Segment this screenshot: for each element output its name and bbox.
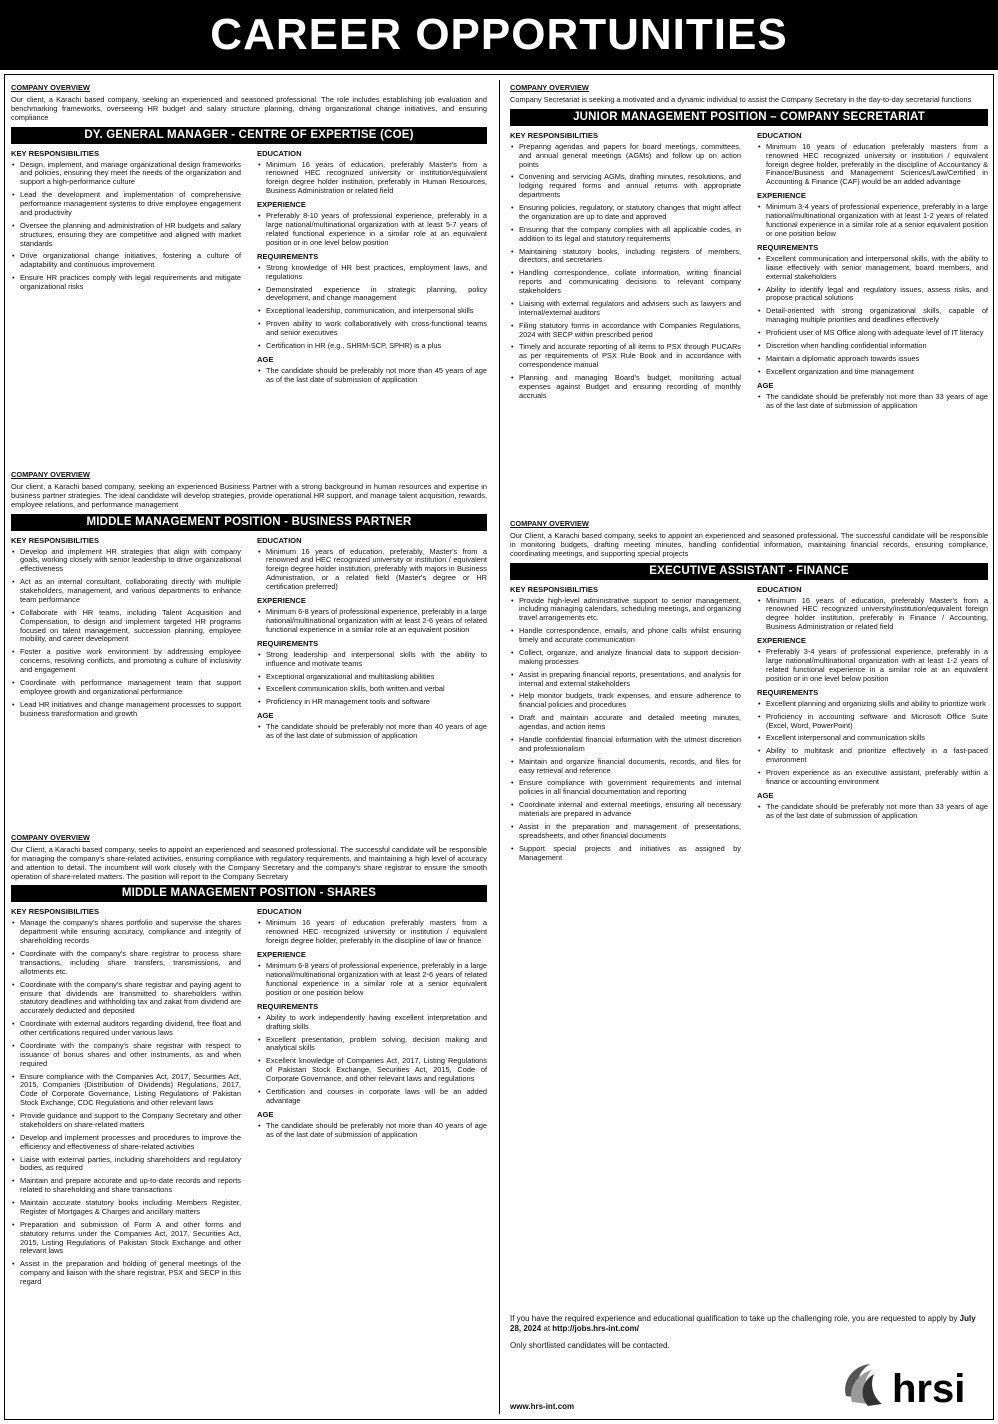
requirement-item: • Certification and courses in corporate laws will be an added advantage xyxy=(257,1088,487,1106)
key-responsibilities-heading: KEY RESPONSIBILITIES xyxy=(510,584,599,594)
responsibility-item: • Ensuring policies, regulatory, or statutory changes that might affect the organization are up to date and approved xyxy=(510,204,741,222)
company-overview-text: Company Secretariat is seeking a motivated and a dynamic individual to assist the Company Secretary in the day-to-day secretarial functions xyxy=(510,94,972,104)
responsibility-list xyxy=(11,161,241,292)
responsibilities-column xyxy=(510,131,741,415)
responsibility-item: • Coordinate internal and external meetings, ensuring all necessary materials are prepared in advance xyxy=(510,801,741,819)
education-heading: EDUCATION xyxy=(757,584,802,594)
age-heading: AGE xyxy=(757,380,774,390)
responsibility-item: • Handling correspondence, collate information, writing financial reports and communicating decisions to relevant company stakeholders xyxy=(510,269,741,296)
responsibility-item: • Maintaining statutory books, including registers of members, directors, and secretaries xyxy=(510,248,741,266)
requirement-list xyxy=(257,1014,487,1106)
requirement-item: • Proven experience as an executive assistant, preferably within a finance or accounting environment xyxy=(757,769,988,787)
job-title-bar: JUNIOR MANAGEMENT POSITION – COMPANY SECRETARIAT xyxy=(510,109,988,126)
requirement-item: • Demonstrated experience in strategic planning, policy development, and change management xyxy=(257,286,487,304)
responsibilities-column xyxy=(11,907,241,1291)
experience-list xyxy=(757,203,988,239)
experience-heading: EXPERIENCE xyxy=(257,200,306,210)
job-title-bar: DY. GENERAL MANAGER - CENTRE OF EXPERTISE (COE) xyxy=(11,127,487,144)
apply-link[interactable]: http://jobs.hrs-int.com/ xyxy=(552,1323,639,1333)
experience-list xyxy=(257,962,487,998)
responsibility-item: • Develop and implement processes and procedures to improve the efficiency and effectiveness of share-related activities xyxy=(11,1134,241,1152)
requirements-heading: REQUIREMENTS xyxy=(757,242,819,252)
requirements-heading: REQUIREMENTS xyxy=(257,638,319,648)
responsibility-item: • Convening and servicing AGMs, drafting minutes, resolutions, and lodging required forms and annual returns with appropriate departments xyxy=(510,173,741,200)
company-overview-heading: COMPANY OVERVIEW xyxy=(11,83,90,92)
responsibility-item: • Maintain and organize financial documents, records, and files for easy retrieval and reference xyxy=(510,758,741,776)
key-responsibilities-heading: KEY RESPONSIBILITIES xyxy=(11,148,100,158)
requirement-item: • Proficient user of MS Office along with adequate level of IT literacy xyxy=(757,329,988,338)
key-responsibilities-heading: KEY RESPONSIBILITIES xyxy=(510,130,599,140)
age-item: • The candidate should be preferably not more than 33 years of age as of the last date of submission of application xyxy=(757,803,988,821)
responsibility-item: • Drive organizational change initiatives, fostering a culture of adaptability and continuous improvement xyxy=(11,252,241,270)
requirements-heading: REQUIREMENTS xyxy=(257,1001,319,1011)
responsibility-item: • Lead HR initiatives and change management processes to support business transformation and growth xyxy=(11,701,241,719)
responsibility-item: • Liaising with external regulators and advisers such as lawyers and internal/external auditors xyxy=(510,300,741,318)
experience-heading: EXPERIENCE xyxy=(757,636,806,646)
responsibility-item: • Preparing agendas and papers for board meetings, committees, and annual general meetings (AGMs) and follow up on action points xyxy=(510,143,741,170)
experience-list xyxy=(757,648,988,684)
age-item: • The candidate should be preferably not more than 33 years of age as of the last date of submission of application xyxy=(757,393,988,411)
experience-list xyxy=(257,212,487,248)
responsibility-list xyxy=(11,548,241,719)
company-overview-heading: COMPANY OVERVIEW xyxy=(510,519,589,528)
logo-text: hrsi xyxy=(892,1367,966,1411)
responsibility-item: • Design, implement, and manage organizational design frameworks and policies, ensuring they meet the needs of the organization and support a high-performance culture xyxy=(11,161,241,188)
responsibility-item: • Support special projects and initiatives as assigned by Management xyxy=(510,845,741,863)
requirement-item: • Ability to identify legal and regulatory issues, assess risks, and propose practical solutions xyxy=(757,286,988,304)
responsibility-item: • Provide high-level administrative support to senior management, including managing calendars, scheduling meetings, and organizing travel arrangements etc. xyxy=(510,597,741,624)
responsibility-item: • Coordinate with the company's share registrar with respect to issuance of bonus shares and other instruments, as and when required xyxy=(11,1042,241,1069)
responsibility-item: • Coordinate with performance management team that support employee growth and organizational performance xyxy=(11,679,241,697)
responsibility-item: • Provide guidance and support to the Company Secretary and other stakeholders on share-related matters xyxy=(11,1112,241,1130)
company-overview-text: Our Client, a Karachi based company, seeks to appoint an experienced and seasoned professional. The successful candidate will be responsible in monitoring budgets, drafting meeting minutes, handling confidential information, maintaining financial records, ensuring compliance, coordinating meetings, and supporting special projects xyxy=(510,530,988,558)
age-heading: AGE xyxy=(257,1109,274,1119)
responsibility-item: • Maintain accurate statutory books including Members Register, Register of Mortgages & Charges and ancillary matters xyxy=(11,1199,241,1217)
requirement-list xyxy=(757,700,988,787)
responsibility-item: • Coordinate with external auditors regarding dividend, free float and other certifications required under various laws xyxy=(11,1020,241,1038)
experience-item: • Minimum 6-8 years of professional experience, preferably in a large national/multinational organization with at least 2-6 years of related functional experience in a similar role at a senior equivalent position or one position below xyxy=(257,962,487,998)
apply-date: July 28, 2024 xyxy=(510,1314,976,1333)
age-heading: AGE xyxy=(257,711,274,721)
responsibility-item: • Act as an internal consultant, collaborating directly with multiple stakeholders, management, and various departments to enhance team performance xyxy=(11,578,241,605)
experience-item: • Minimum 3-4 years of professional experience, preferably in a large national/multinational organization with at least 1-2 years of related functional experience in a similar role at a senior equivalent position or one position below xyxy=(757,203,988,239)
responsibility-item: • Draft and maintain accurate and detailed meeting minutes, agendas, and action items xyxy=(510,714,741,732)
job-business-partner xyxy=(11,471,487,745)
hrsi-logo xyxy=(838,1354,988,1414)
responsibility-item: • Ensuring that the company complies with all applicable codes, in addition to its legal and statutory requirements xyxy=(510,226,741,244)
qualifications-column xyxy=(257,536,487,746)
requirement-list xyxy=(257,264,487,351)
responsibility-item: • Coordinate with the company's share registrar to process share transactions, including share transfers, transmissions, and allotments etc. xyxy=(11,950,241,977)
requirement-item: • Excellent communication and interpersonal skills, with the ability to liaise effectively with senior management, board members, and external stakeholders xyxy=(757,255,988,282)
age-list xyxy=(257,367,487,385)
experience-list xyxy=(257,608,487,635)
qualifications-column xyxy=(257,149,487,389)
responsibility-item: • Assist in the preparation and management of presentations, spreadsheets, and other financial documents xyxy=(510,823,741,841)
requirement-item: • Strong leadership and interpersonal skills with the ability to influence and motivate teams xyxy=(257,651,487,669)
education-list xyxy=(257,161,487,197)
job-title-bar: EXECUTIVE ASSISTANT - FINANCE xyxy=(510,563,988,580)
company-overview-heading: COMPANY OVERVIEW xyxy=(510,83,589,92)
responsibility-item: • Oversee the planning and administration of HR budgets and salary structures, ensuring they are competitive and aligned with market standards xyxy=(11,222,241,249)
job-title-bar: MIDDLE MANAGEMENT POSITION - BUSINESS PARTNER xyxy=(11,514,487,531)
responsibility-item: • Ensure compliance with government requirements and internal policies in all financial documentation and reporting xyxy=(510,779,741,797)
responsibility-item: • Preparation and submission of Form A and other forms and statutory returns under the Companies Act, 2017, Securities Act, 2015, Listing Regulations of Pakistan Stock Exchange and other relevant laws xyxy=(11,1221,241,1257)
responsibility-item: • Ensure HR practices comply with legal requirements and mitigate organizational risks xyxy=(11,274,241,292)
requirement-item: • Exceptional leadership, communication, and interpersonal skills xyxy=(257,307,487,316)
apply-paragraph xyxy=(510,1314,988,1333)
age-heading: AGE xyxy=(757,790,774,800)
requirement-item: • Proven ability to work collaboratively with cross-functional teams and senior executives xyxy=(257,320,487,338)
requirement-item: • Strong knowledge of HR best practices, employment laws, and regulations xyxy=(257,264,487,282)
website-link[interactable]: www.hrs-int.com xyxy=(510,1402,575,1411)
responsibility-item: • Planning and managing Board's budget, monitoring actual expenses against Budget and ensuring recording of monthly accruals xyxy=(510,374,741,401)
age-item: • The candidate should be preferably not more than 40 years of age as of the last date of submission of application xyxy=(257,723,487,741)
age-list xyxy=(257,723,487,741)
education-list xyxy=(757,143,988,187)
age-list xyxy=(257,1122,487,1140)
age-list xyxy=(757,393,988,411)
apply-at: at xyxy=(543,1323,551,1333)
responsibility-item: • Manage the company's shares portfolio and supervise the shares department while ensuring accuracy, compliance and integrity of shareholding records xyxy=(11,919,241,946)
responsibility-item: • Maintain and prepare accurate and up-to-date records and reports related to shareholding and share transactions xyxy=(11,1177,241,1195)
experience-heading: EXPERIENCE xyxy=(257,950,306,960)
responsibility-item: • Help monitor budgets, track expenses, and ensure adherence to financial policies and procedures xyxy=(510,692,741,710)
responsibility-item: • Lead the development and implementation of comprehensive performance management systems to drive employee engagement and productivity xyxy=(11,191,241,218)
education-list xyxy=(257,548,487,592)
education-item: • Minimum 16 years of education preferably masters from a renowned HEC recognized university or institution / equivalent foreign degree holder, preferably in the discipline of Accountancy & Finance/Business and Management Sciences/Law/Certified in Accounting & Finance (CAF) would be an added advantage xyxy=(757,143,988,187)
responsibility-list xyxy=(510,143,741,401)
responsibility-item: • Liaise with external parties, including shareholders and regulatory bodies, as required xyxy=(11,1156,241,1174)
requirement-item: • Excellent planning and organizing skills and ability to prioritize work xyxy=(757,700,988,709)
requirement-item: • Proficiency in HR management tools and software xyxy=(257,698,487,707)
requirement-item: • Discretion when handling confidential information xyxy=(757,342,988,351)
logo-swoosh-icon xyxy=(845,1364,882,1406)
company-overview-text: Our Client, a Karachi based company, seeks to appoint an experienced and seasoned professional. The successful candidate will be responsible for managing the company's share-related activities, ensuring compliance with regulatory requirements, and maintaining a high level of accuracy and attention to detail. The incumbent will work closely with the Company Secretary and the company's share registrar to ensure the smooth operation of share-related matters. The position will report to the Company Secretary xyxy=(11,844,487,881)
qualifications-column xyxy=(757,585,988,867)
qualifications-column xyxy=(757,131,988,415)
company-overview-heading: COMPANY OVERVIEW xyxy=(11,470,90,479)
responsibilities-column xyxy=(510,585,741,867)
key-responsibilities-heading: KEY RESPONSIBILITIES xyxy=(11,907,100,917)
requirement-item: • Ability to work independently having excellent interpretation and drafting skills xyxy=(257,1014,487,1032)
age-heading: AGE xyxy=(257,354,274,364)
responsibility-item: • Collaborate with HR teams, including Talent Acquisition and Compensation, to design and implement targeted HR programs focused on talent management, succession planning, employee mobility, and career development xyxy=(11,609,241,645)
page-banner: CAREER OPPORTUNITIES xyxy=(0,0,998,70)
job-columns xyxy=(11,149,487,389)
job-company-secretariat xyxy=(510,84,988,414)
column-divider xyxy=(499,80,500,1414)
education-heading: EDUCATION xyxy=(257,907,302,917)
age-item: • The candidate should be preferably not more than 40 years of age as of the last date of submission of application xyxy=(257,1122,487,1140)
apply-text: If you have the required experience and educational qualification to take up the challenging role, you are requested to apply by xyxy=(510,1314,958,1323)
requirement-item: • Excellent knowledge of Companies Act, 2017, Listing Regulations of Pakistan Stock Exchange, Securities Act, 2015, Code of Corporate Governance, and other relevant laws and regulations xyxy=(257,1057,487,1084)
job-shares xyxy=(11,834,487,1291)
education-item: • Minimum 16 years of education, preferably Master's from a renowned HEC recognized university or institution/equivalent foreign degree holder institution, preferably in Human Resources, Business Administration or related field xyxy=(257,161,487,197)
job-columns xyxy=(510,585,988,867)
responsibility-item: • Handle correspondence, emails, and phone calls whilst ensuring timely and accurate communication xyxy=(510,627,741,645)
responsibility-item: • Assist in preparing financial reports, presentations, and analysis for internal and external stakeholders xyxy=(510,671,741,689)
requirements-heading: REQUIREMENTS xyxy=(757,687,819,697)
education-heading: EDUCATION xyxy=(257,535,302,545)
education-list xyxy=(757,597,988,633)
job-columns xyxy=(510,131,988,415)
education-heading: EDUCATION xyxy=(257,148,302,158)
requirement-item: • Excellent organization and time management xyxy=(757,368,988,377)
requirements-heading: REQUIREMENTS xyxy=(257,251,319,261)
job-executive-assistant-finance xyxy=(510,520,988,866)
experience-item: • Preferably 3-4 years of professional experience, preferably in a large national/multinational organization with at least 1-2 years of related functional experience in a similar role at an equivalent position or in one level below position xyxy=(757,648,988,684)
age-list xyxy=(757,803,988,821)
responsibility-item: • Assist in the preparation and holding of general meetings of the company and liaison with the share registrar, PSX and SECP in this regard xyxy=(11,1260,241,1287)
job-dgm-coe xyxy=(11,84,487,389)
job-columns xyxy=(11,536,487,746)
responsibility-item: • Ensure compliance with the Companies Act, 2017, Securities Act, 2015, Companies (Distribution of Dividends) Regulations, 2017, Code of Corporate Governance, Listing Regulations of Pakistan Stock Exchange, CDC Regulations and other relevant laws xyxy=(11,1073,241,1109)
requirement-item: • Detail-oriented with strong organizational skills, capable of managing multiple priorities and deadlines effectively xyxy=(757,307,988,325)
company-overview-heading: COMPANY OVERVIEW xyxy=(11,833,90,842)
requirement-item: • Excellent interpersonal and communication skills xyxy=(757,734,988,743)
requirement-item: • Exceptional organizational and multitasking abilities xyxy=(257,673,487,682)
experience-item: • Minimum 6-8 years of professional experience, preferably in a large national/multinational organization with at least 2-6 years of related functional experience in a similar role at an equivalent position xyxy=(257,608,487,635)
education-item: • Minimum 16 years of education preferably masters from a renowned HEC recognized university or institution / equivalent foreign degree holder, preferably in the discipline of law or finance xyxy=(257,919,487,946)
requirement-item: • Ability to multitask and prioritize effectively in a fast-paced environment xyxy=(757,747,988,765)
responsibility-item: • Timely and accurate reporting of all items to PSX through PUCARs as per requirements of PSX Rule Book and in accordance with correspondence manual xyxy=(510,343,741,370)
requirement-item: • Certification in HR (e.g., SHRM-SCP, SPHR) is a plus xyxy=(257,342,487,351)
job-title-bar: MIDDLE MANAGEMENT POSITION - SHARES xyxy=(11,885,487,902)
age-item: • The candidate should be preferably not more than 45 years of age as of the last date of submission of application xyxy=(257,367,487,385)
education-item: • Minimum 16 years of education, preferably Master's from a renowned HEC recognized university/institution/equivalent foreign degree holder institution, preferably in Finance / Accounting, Business Administration or related field xyxy=(757,597,988,633)
responsibility-item: • Handle confidential financial information with the utmost discretion and professionalism xyxy=(510,736,741,754)
responsibility-item: • Develop and implement HR strategies that align with company goals, working closely with senior leadership to drive organizational effectiveness xyxy=(11,548,241,575)
experience-heading: EXPERIENCE xyxy=(257,595,306,605)
key-responsibilities-heading: KEY RESPONSIBILITIES xyxy=(11,535,100,545)
company-overview-text: Our client, a Karachi based company, seeking an experienced Business Partner with a strong background in human resources and expertise in business partner strategies. The ideal candidate will develop strategies, provide operational HR support, and manage talent acquisition, rewards, employee relations, and performance management xyxy=(11,481,487,509)
qualifications-column xyxy=(257,907,487,1291)
job-columns xyxy=(11,907,487,1291)
requirement-item: • Proficiency in accounting software and Microsoft Office Suite (Excel, Word, PowerPoint) xyxy=(757,713,988,731)
shortlist-note: Only shortlisted candidates will be contacted. xyxy=(510,1341,670,1351)
company-overview-text: Our client, a Karachi based company, seeking an experienced and seasoned professional. The role includes establishing job evaluation and benchmarking frameworks, overseeing HR budget and salary structure planning, driving organizational change initiatives, and ensuring compliance xyxy=(11,94,487,122)
requirement-item: • Excellent presentation, problem solving, decision making and analytical skills xyxy=(257,1036,487,1054)
responsibilities-column xyxy=(11,536,241,746)
footer xyxy=(510,1314,988,1359)
education-item: • Minimum 16 years of education, preferably, Master's from a renowned and HEC recognized university or institution / equivalent foreign degree holder institution, preferably with majors in Business Administration, or a related field (Master's degree or HR certification preferred) xyxy=(257,548,487,592)
education-list xyxy=(257,919,487,946)
experience-heading: EXPERIENCE xyxy=(757,191,806,201)
experience-item: • Preferably 8-10 years of professional experience, preferably in a large national/multinational organization with at least 5-7 years of related functional experience in a similar role at an equivalent position or in one level below position xyxy=(257,212,487,248)
responsibilities-column xyxy=(11,149,241,389)
responsibility-list xyxy=(510,597,741,863)
responsibility-list xyxy=(11,919,241,1287)
requirement-list xyxy=(257,651,487,707)
education-heading: EDUCATION xyxy=(757,130,802,140)
responsibility-item: • Foster a positive work environment by addressing employee concerns, resolving conflicts, and promoting a culture of inclusivity and engagement xyxy=(11,648,241,675)
requirement-item: • Maintain a diplomatic approach towards issues xyxy=(757,355,988,364)
responsibility-item: • Coordinate with the company's share registrar and paying agent to ensure that dividends are transmitted to shareholders within statutory deadlines and withholding tax and zakat from dividend are accurately deducted and deposited xyxy=(11,981,241,1017)
requirement-list xyxy=(757,255,988,377)
responsibility-item: • Filing statutory forms in accordance with Companies Regulations, 2024 with SECP within prescribed period xyxy=(510,322,741,340)
responsibility-item: • Collect, organize, and analyze financial data to support decision-making processes xyxy=(510,649,741,667)
requirement-item: • Excellent communication skills, both written and verbal xyxy=(257,685,487,694)
